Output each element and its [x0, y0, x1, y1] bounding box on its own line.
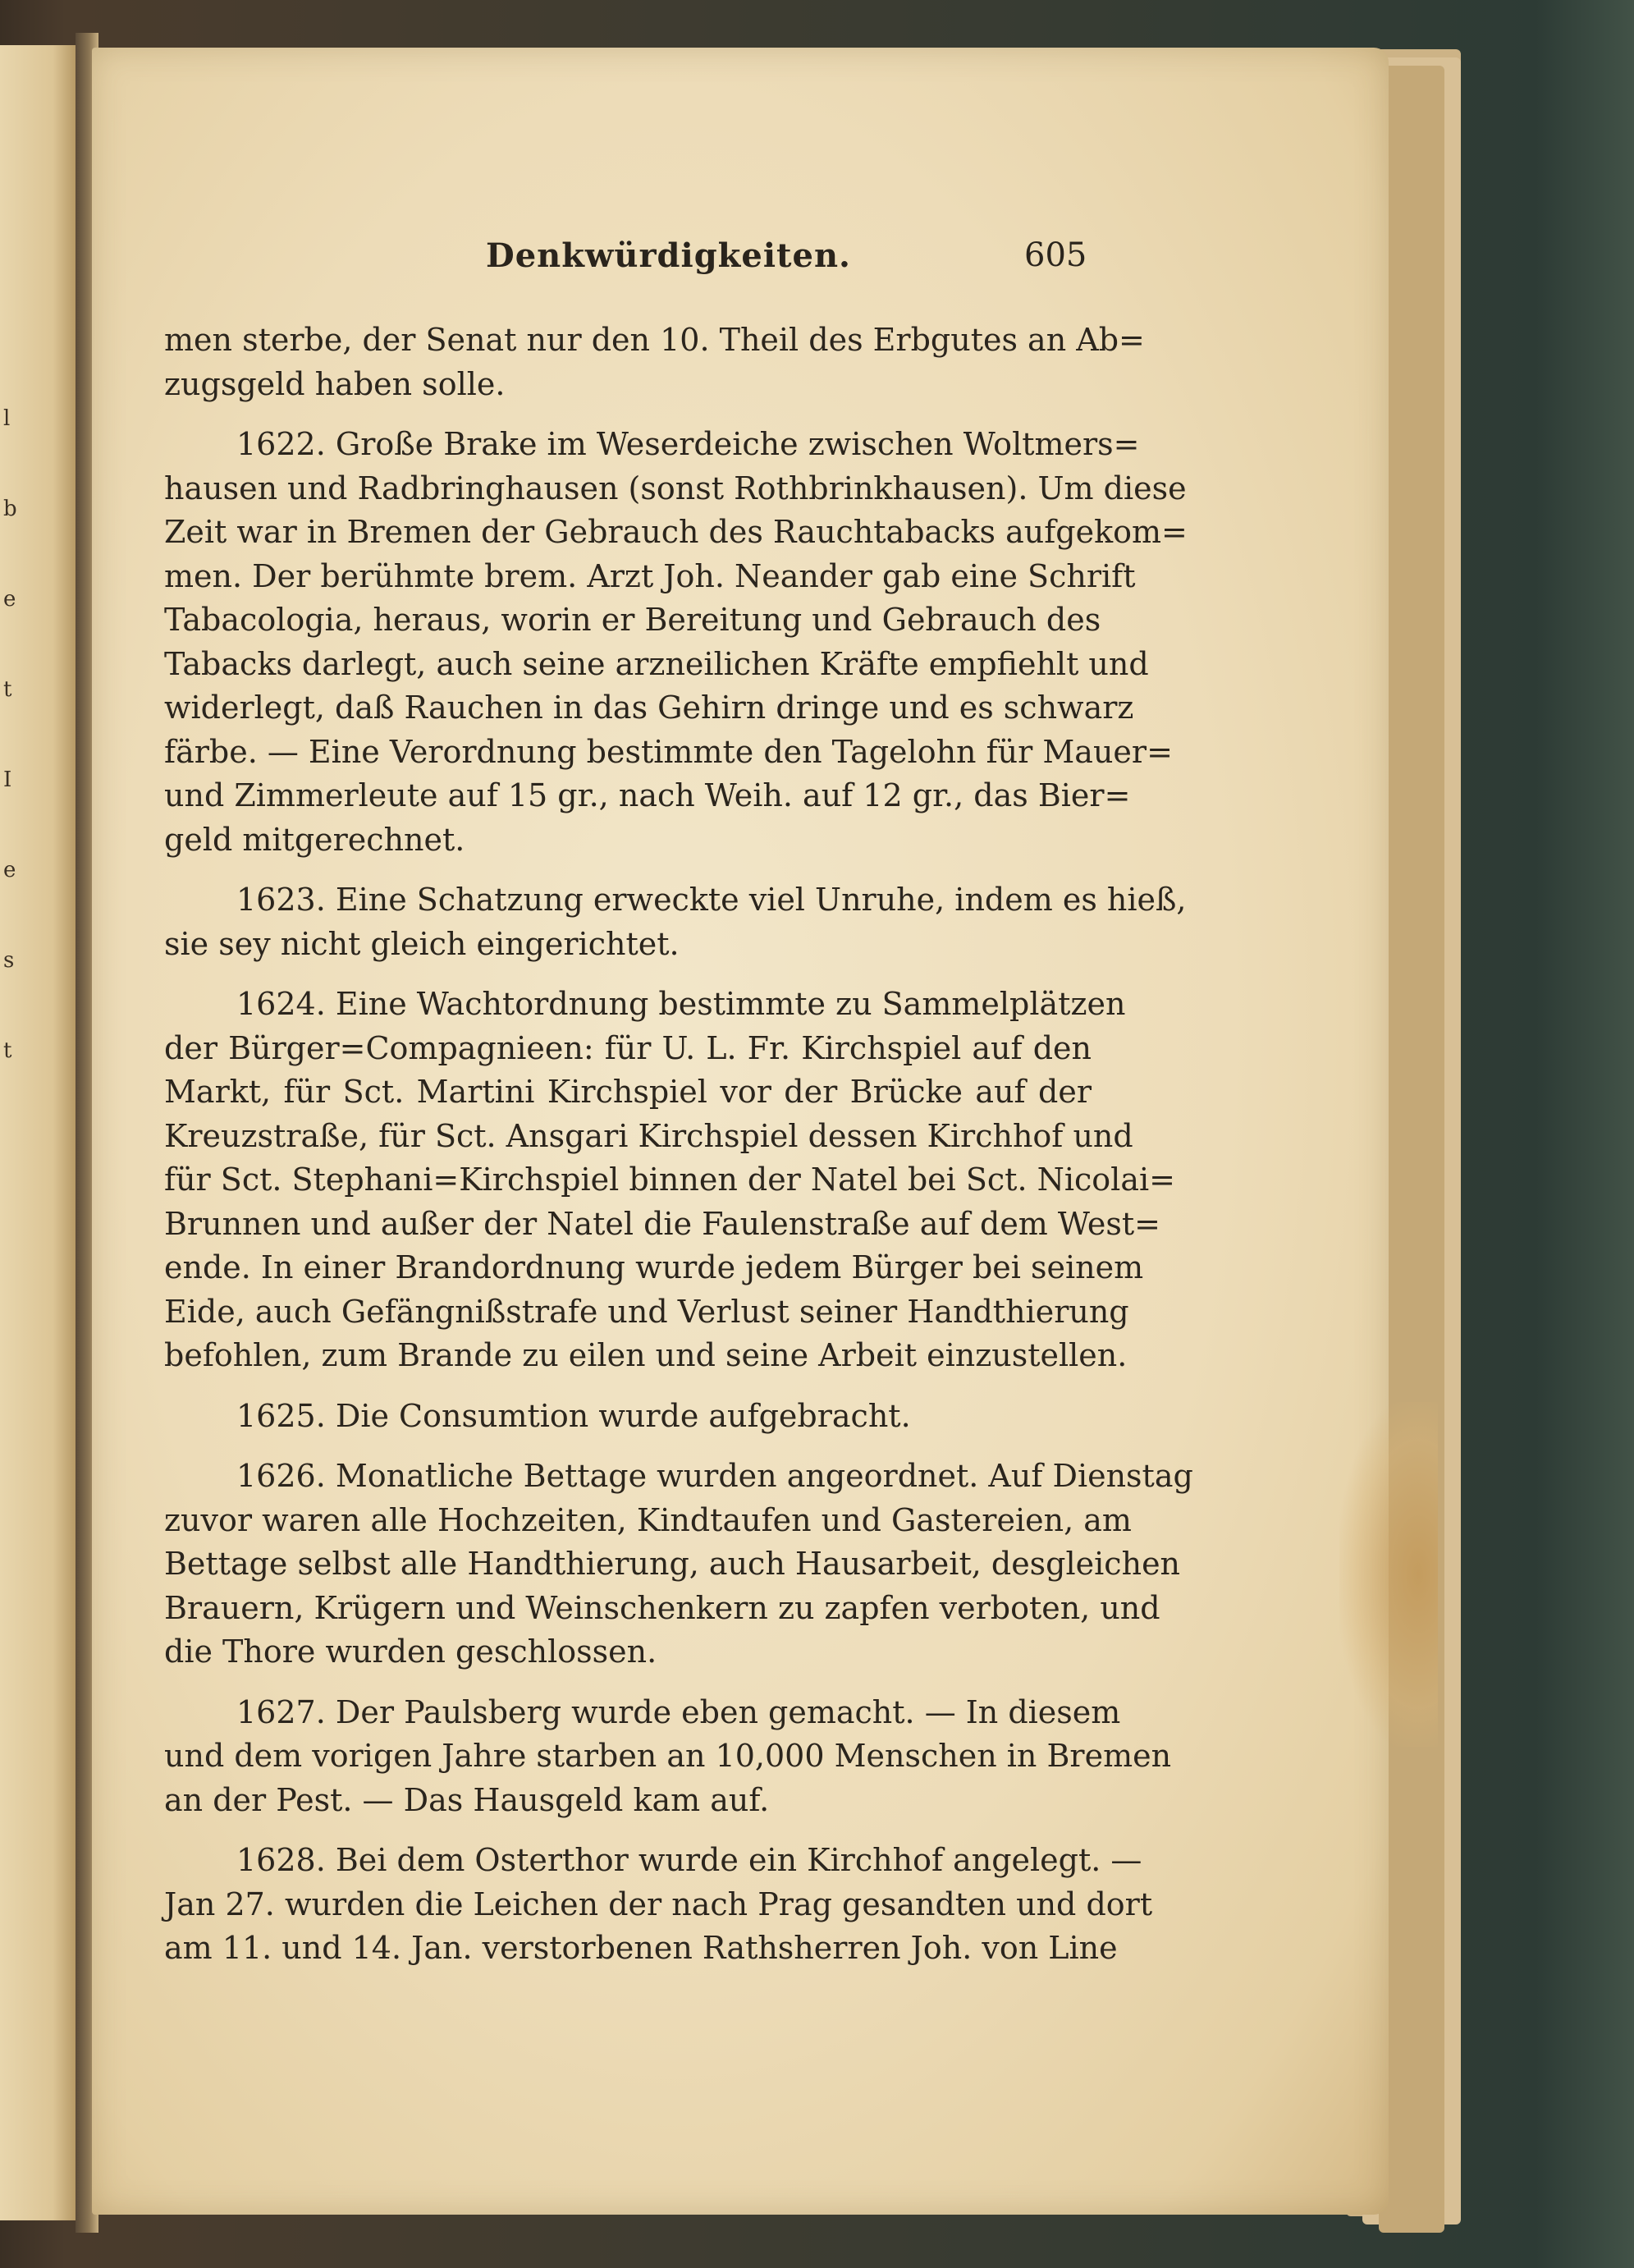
text-line: befohlen, zum Brande zu eilen und seine Arbeit einzustellen. — [164, 1337, 1128, 1373]
text-line: 1626. Monatliche Bettage wurden angeordnet. Auf Dienstag — [236, 1458, 1193, 1494]
text-line: men. Der berühmte brem. Arzt Joh. Neander gab eine Schrift — [164, 557, 1136, 594]
text-line: Bettage selbst alle Handthierung, auch Hausarbeit, desgleichen — [164, 1546, 1181, 1582]
text-line: ende. In einer Brandordnung wurde jedem Bürger bei seinem — [164, 1249, 1144, 1285]
text-line: Brunnen und außer der Natel die Faulenstraße auf dem West= — [164, 1205, 1160, 1242]
left-page-margin-letters — [3, 373, 20, 1096]
text-line: Brauern, Krügern und Weinschenkern zu zapfen verboten, und — [164, 1589, 1160, 1626]
left-page-letter: b — [3, 497, 17, 521]
text-line: geld mitgerechnet. — [164, 821, 465, 858]
running-title: Denkwürdigkeiten. — [486, 236, 851, 275]
left-page-letter: e — [3, 858, 16, 882]
left-facing-page — [0, 45, 78, 2220]
paragraph — [164, 878, 1187, 966]
text-line: der Bürger=Compagnieen: für U. L. Fr. Kirchspiel auf den — [164, 1029, 1092, 1066]
running-header — [92, 236, 1389, 286]
water-stain — [1339, 1402, 1438, 1747]
text-line: Zeit war in Bremen der Gebrauch des Rauchtabacks aufgekom= — [164, 514, 1188, 550]
text-line: sie sey nicht gleich eingerichtet. — [164, 925, 680, 962]
text-line: an der Pest. — Das Hausgeld kam auf. — [164, 1781, 770, 1818]
left-page-letter: t — [3, 1038, 12, 1063]
left-page-letter: t — [3, 677, 12, 702]
text-line: und Zimmerleute auf 15 gr., nach Weih. auf 12 gr., das Bier= — [164, 777, 1131, 813]
left-page-letter: e — [3, 587, 16, 612]
text-line: widerlegt, daß Rauchen in das Gehirn dringe und es schwarz — [164, 690, 1134, 726]
paragraph — [164, 983, 1175, 1378]
text-line: Tabacks darlegt, auch seine arzneilichen Kräfte empfiehlt und — [164, 645, 1149, 682]
text-line: Eide, auch Gefängnißstrafe und Verlust seiner Handthierung — [164, 1293, 1129, 1330]
text-line: 1625. Die Consumtion wurde aufgebracht. — [236, 1397, 911, 1434]
page-number: 605 — [1024, 236, 1087, 274]
paragraph — [164, 1395, 1092, 1439]
paragraph — [164, 1691, 1172, 1823]
text-line: für Sct. Stephani=Kirchspiel binnen der Natel bei Sct. Nicolai= — [164, 1161, 1175, 1198]
paragraph — [164, 423, 1188, 862]
text-line: Markt, für Sct. Martini Kirchspiel vor der Brücke auf der — [164, 1074, 1092, 1110]
text-line: zuvor waren alle Hochzeiten, Kindtaufen und Gastereien, am — [164, 1501, 1132, 1538]
paragraph — [164, 1455, 1193, 1675]
text-line: zugsgeld haben solle. — [164, 365, 506, 402]
left-page-letter: s — [3, 948, 15, 973]
text-line: Jan 27. wurden die Leichen der nach Prag gesandten und dort — [164, 1885, 1153, 1922]
text-line: Kreuzstraße, für Sct. Ansgari Kirchspiel dessen Kirchhof und — [164, 1117, 1133, 1154]
text-line: färbe. — Eine Verordnung bestimmte den Tagelohn für Mauer= — [164, 733, 1173, 770]
text-line: 1628. Bei dem Osterthor wurde ein Kirchhof angelegt. — — [236, 1842, 1142, 1878]
text-line: und dem vorigen Jahre starben an 10,000 Menschen in Bremen — [164, 1738, 1172, 1774]
text-line: 1624. Eine Wachtordnung bestimmte zu Sammelplätzen — [236, 986, 1126, 1022]
text-line: 1623. Eine Schatzung erweckte viel Unruhe, indem es hieß, — [236, 882, 1187, 918]
text-line: die Thore wurden geschlossen. — [164, 1633, 657, 1670]
page-stack-edge — [1379, 66, 1444, 2233]
text-line: 1627. Der Paulsberg wurde eben gemacht. — In diesem — [236, 1693, 1121, 1730]
text-line: 1622. Große Brake im Weserdeiche zwischen Woltmers= — [236, 426, 1140, 462]
text-line: Tabacologia, heraus, worin er Bereitung und Gebrauch des — [164, 602, 1101, 638]
paragraph — [164, 318, 1145, 406]
page-body — [164, 318, 1193, 1971]
left-page-letter: l — [3, 406, 11, 431]
text-line: am 11. und 14. Jan. verstorbenen Rathsherren Joh. von Line — [164, 1930, 1118, 1966]
paragraph — [164, 1839, 1153, 1971]
text-line: hausen und Radbringhausen (sonst Rothbrinkhausen). Um diese — [164, 470, 1187, 506]
text-line: men sterbe, der Senat nur den 10. Theil des Erbgutes an Ab= — [164, 322, 1145, 358]
left-page-letter: I — [3, 767, 12, 792]
